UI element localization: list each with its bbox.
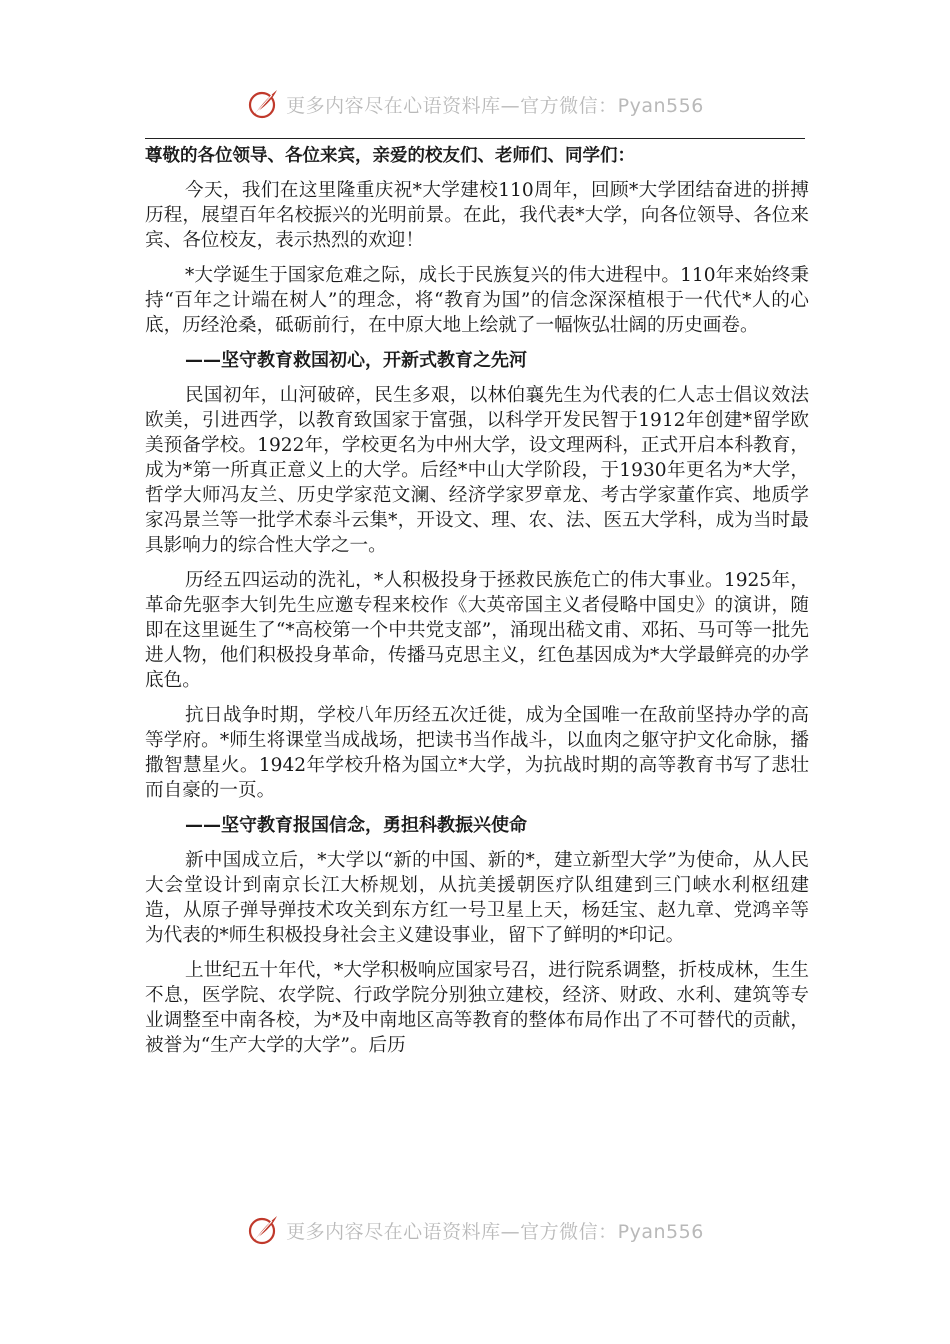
section-heading: ——坚守教育报国信念，勇担科教振兴使命: [185, 815, 527, 836]
watermark-text: 更多内容尽在心语资料库—官方微信：Pyan556: [286, 1220, 704, 1243]
quill-logo-icon: [246, 1213, 280, 1247]
paragraph: 抗日战争时期，学校八年历经五次迁徙，成为全国唯一在敌前坚持办学的高等学府。*师生将课堂当成战场，把读书当作战斗，以血肉之躯守护文化命脉，播撒智慧星火。1942年学校升格为国立*大学，为抗战时期的高等教育书写了悲壮而自豪的一页。: [145, 705, 809, 801]
paragraph: 上世纪五十年代，*大学积极响应国家号召，进行院系调整，折枝成林，生生不息，医学院、农学院、行政学院分别独立建校，经济、财政、水利、建筑等专业调整至中南各校，为*及中南地区高等教育的整体布局作出了不可替代的贡献，被誉为“生产大学的大学”。后历: [145, 960, 809, 1056]
paragraph: 新中国成立后，*大学以“新的中国、新的*，建立新型大学”为使命，从人民大会堂设计到南京长江大桥规划，从抗美援朝医疗队组建到三门峡水利枢纽建造，从原子弹导弹技术攻关到东方红一号卫星上天，杨廷宝、赵九章、党鸿辛等为代表的*师生积极投身社会主义建设事业，留下了鲜明的*印记。: [145, 850, 809, 946]
paragraph: 民国初年，山河破碎，民生多艰，以林伯襄先生为代表的仁人志士倡议效法欧美，引进西学，以教育致国家于富强，以科学开发民智于1912年创建*留学欧美预备学校。1922年，学校更名为中州大学，设文理两科，正式开启本科教育，成为*第一所真正意义上的大学。后经*中山大学阶段，于1930年更名为*大学，哲学大师冯友兰、历史学家范文澜、经济学家罗章龙、考古学家董作宾、地质学家冯景兰等一批学术泰斗云集*，开设文、理、农、法、医五大学科，成为当时最具影响力的综合性大学之一。: [145, 385, 809, 556]
paragraph: *大学诞生于国家危难之际，成长于民族复兴的伟大进程中。110年来始终秉持“百年之计端在树人”的理念，将“教育为国”的信念深深植根于一代代*人的心底，历经沧桑，砥砺前行，在中原大地上绘就了一幅恢弘壮阔的历史画卷。: [145, 265, 809, 336]
watermark-text: 更多内容尽在心语资料库—官方微信：Pyan556: [286, 94, 704, 117]
paragraph: 今天，我们在这里隆重庆祝*大学建校110周年，回顾*大学团结奋进的拼搏历程，展望百年名校振兴的光明前景。在此，我代表*大学，向各位领导、各位来宾、各位校友，表示热烈的欢迎！: [145, 180, 809, 251]
header-divider: [145, 138, 805, 139]
paragraph: 历经五四运动的洗礼，*人积极投身于拯救民族危亡的伟大事业。1925年，革命先驱李大钊先生应邀专程来校作《大英帝国主义者侵略中国史》的演讲，随即在这里诞生了“*高校第一个中共党支部”，涌现出嵇文甫、邓拓、马可等一批先进人物，他们积极投身革命，传播马克思主义，红色基因成为*大学最鲜亮的办学底色。: [145, 570, 809, 691]
document-body: [145, 144, 809, 1068]
section-heading: ——坚守教育救国初心，开新式教育之先河: [185, 350, 527, 371]
header-watermark: [0, 82, 950, 126]
footer-watermark: [0, 1208, 950, 1252]
quill-logo-icon: [246, 87, 280, 121]
salutation: 尊敬的各位领导、各位来宾，亲爱的校友们、老师们、同学们：: [145, 146, 635, 166]
